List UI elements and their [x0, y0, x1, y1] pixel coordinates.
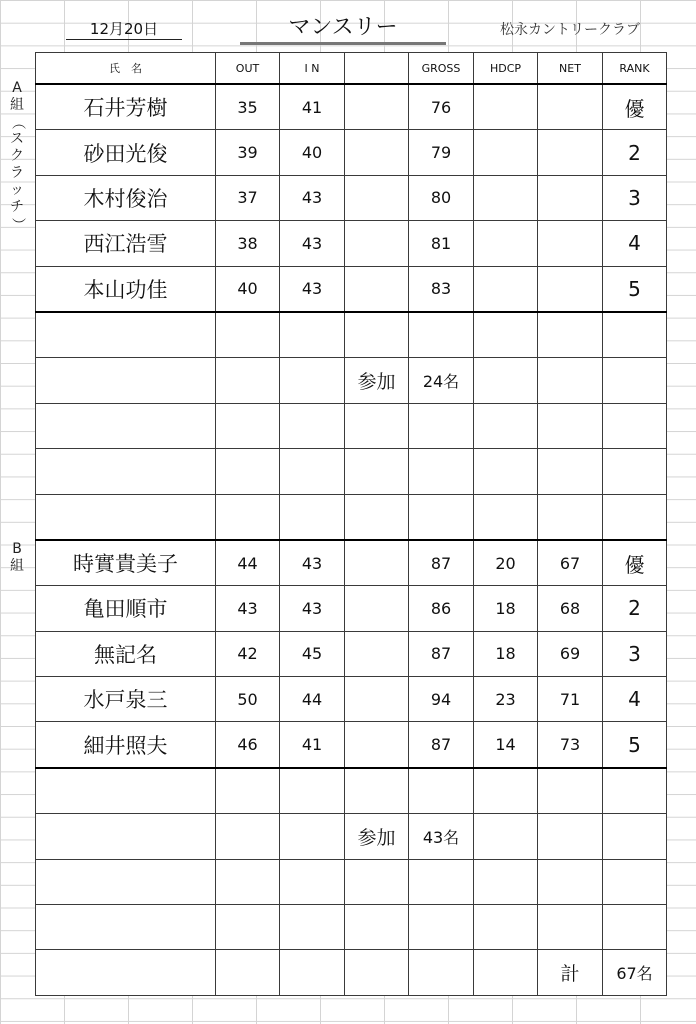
- empty-row: [36, 768, 667, 814]
- blank-cell: [345, 722, 409, 768]
- club-name: 松永カントリークラブ: [500, 22, 640, 38]
- blank-cell: [345, 631, 409, 676]
- out-score: 35: [216, 84, 280, 130]
- net-score: [538, 130, 603, 175]
- in-score: 41: [280, 722, 345, 768]
- net-score: 69: [538, 631, 603, 676]
- gross-score: 79: [409, 130, 474, 175]
- rank-value: 3: [603, 631, 667, 676]
- hdcp-value: [474, 266, 538, 312]
- participants-row-b: [36, 814, 667, 859]
- gross-score: 87: [409, 540, 474, 586]
- header-row: [36, 53, 667, 85]
- blank-cell: [345, 84, 409, 130]
- table-row: [36, 540, 667, 586]
- col-header-out: OUT: [216, 53, 280, 85]
- participants-count: 24名: [409, 358, 474, 403]
- out-score: 38: [216, 221, 280, 266]
- in-score: 45: [280, 631, 345, 676]
- player-name: 西江浩雪: [36, 221, 216, 266]
- blank-cell: [345, 221, 409, 266]
- col-header-blank: [345, 53, 409, 85]
- table-row: [36, 175, 667, 220]
- total-label: 計: [538, 950, 603, 995]
- hdcp-value: 23: [474, 677, 538, 722]
- player-name: 細井照夫: [36, 722, 216, 768]
- out-score: 40: [216, 266, 280, 312]
- net-score: [538, 175, 603, 220]
- in-score: 43: [280, 266, 345, 312]
- hdcp-value: 14: [474, 722, 538, 768]
- gross-score: 80: [409, 175, 474, 220]
- blank-cell: [345, 586, 409, 631]
- empty-row: [36, 494, 667, 540]
- date-label: 12月20日: [66, 18, 182, 40]
- col-header-in: I N: [280, 53, 345, 85]
- hdcp-value: [474, 84, 538, 130]
- player-name: 砂田光俊: [36, 130, 216, 175]
- out-score: 43: [216, 586, 280, 631]
- net-score: [538, 266, 603, 312]
- net-score: 73: [538, 722, 603, 768]
- col-header-name: 氏 名: [36, 53, 216, 85]
- col-header-gross: GROSS: [409, 53, 474, 85]
- empty-row: [36, 905, 667, 950]
- empty-row: [36, 312, 667, 358]
- gross-score: 76: [409, 84, 474, 130]
- participants-row-a: [36, 358, 667, 403]
- hdcp-value: [474, 175, 538, 220]
- net-score: [538, 84, 603, 130]
- out-score: 37: [216, 175, 280, 220]
- rank-value: 3: [603, 175, 667, 220]
- participants-count: 43名: [409, 814, 474, 859]
- hdcp-value: [474, 130, 538, 175]
- player-name: 無記名: [36, 631, 216, 676]
- rank-value: 2: [603, 130, 667, 175]
- blank-cell: [345, 540, 409, 586]
- table-row: [36, 130, 667, 175]
- rank-value: 5: [603, 266, 667, 312]
- table-row: [36, 266, 667, 312]
- gross-score: 86: [409, 586, 474, 631]
- table-row: [36, 221, 667, 266]
- blank-cell: [345, 677, 409, 722]
- player-name: 石井芳樹: [36, 84, 216, 130]
- total-count: 67名: [603, 950, 667, 995]
- table-row: [36, 631, 667, 676]
- blank-cell: [345, 266, 409, 312]
- blank-cell: [345, 130, 409, 175]
- in-score: 41: [280, 84, 345, 130]
- score-table: [35, 52, 667, 996]
- in-score: 44: [280, 677, 345, 722]
- rank-value: 5: [603, 722, 667, 768]
- table-row: [36, 722, 667, 768]
- table-row: [36, 84, 667, 130]
- blank-cell: [345, 175, 409, 220]
- empty-row: [36, 859, 667, 904]
- empty-row: [36, 403, 667, 448]
- in-score: 43: [280, 586, 345, 631]
- net-score: 67: [538, 540, 603, 586]
- total-row: [36, 950, 667, 995]
- rank-value: 優: [603, 540, 667, 586]
- in-score: 43: [280, 175, 345, 220]
- net-score: [538, 221, 603, 266]
- participants-label: 参加: [345, 814, 409, 859]
- hdcp-value: [474, 221, 538, 266]
- col-header-net: NET: [538, 53, 603, 85]
- gross-score: 87: [409, 631, 474, 676]
- hdcp-value: 20: [474, 540, 538, 586]
- empty-row: [36, 449, 667, 494]
- net-score: 68: [538, 586, 603, 631]
- table-row: [36, 677, 667, 722]
- rank-value: 優: [603, 84, 667, 130]
- hdcp-value: 18: [474, 631, 538, 676]
- out-score: 42: [216, 631, 280, 676]
- out-score: 44: [216, 540, 280, 586]
- net-score: 71: [538, 677, 603, 722]
- rank-value: 4: [603, 677, 667, 722]
- out-score: 50: [216, 677, 280, 722]
- out-score: 39: [216, 130, 280, 175]
- out-score: 46: [216, 722, 280, 768]
- player-name: 時實貴美子: [36, 540, 216, 586]
- player-name: 亀田順市: [36, 586, 216, 631]
- rank-value: 2: [603, 586, 667, 631]
- gross-score: 94: [409, 677, 474, 722]
- player-name: 木村俊治: [36, 175, 216, 220]
- group-a-label: A 組 （ ス ク ラ ッ チ ）: [9, 80, 26, 232]
- col-header-hdcp: HDCP: [474, 53, 538, 85]
- player-name: 本山功佳: [36, 266, 216, 312]
- gross-score: 87: [409, 722, 474, 768]
- gross-score: 83: [409, 266, 474, 312]
- in-score: 43: [280, 540, 345, 586]
- group-b-label: B 組: [10, 541, 24, 574]
- rank-value: 4: [603, 221, 667, 266]
- player-name: 水戸泉三: [36, 677, 216, 722]
- in-score: 43: [280, 221, 345, 266]
- col-header-rank: RANK: [603, 53, 667, 85]
- hdcp-value: 18: [474, 586, 538, 631]
- participants-label: 参加: [345, 358, 409, 403]
- table-row: [36, 586, 667, 631]
- in-score: 40: [280, 130, 345, 175]
- gross-score: 81: [409, 221, 474, 266]
- sheet-title: マンスリー: [240, 10, 446, 45]
